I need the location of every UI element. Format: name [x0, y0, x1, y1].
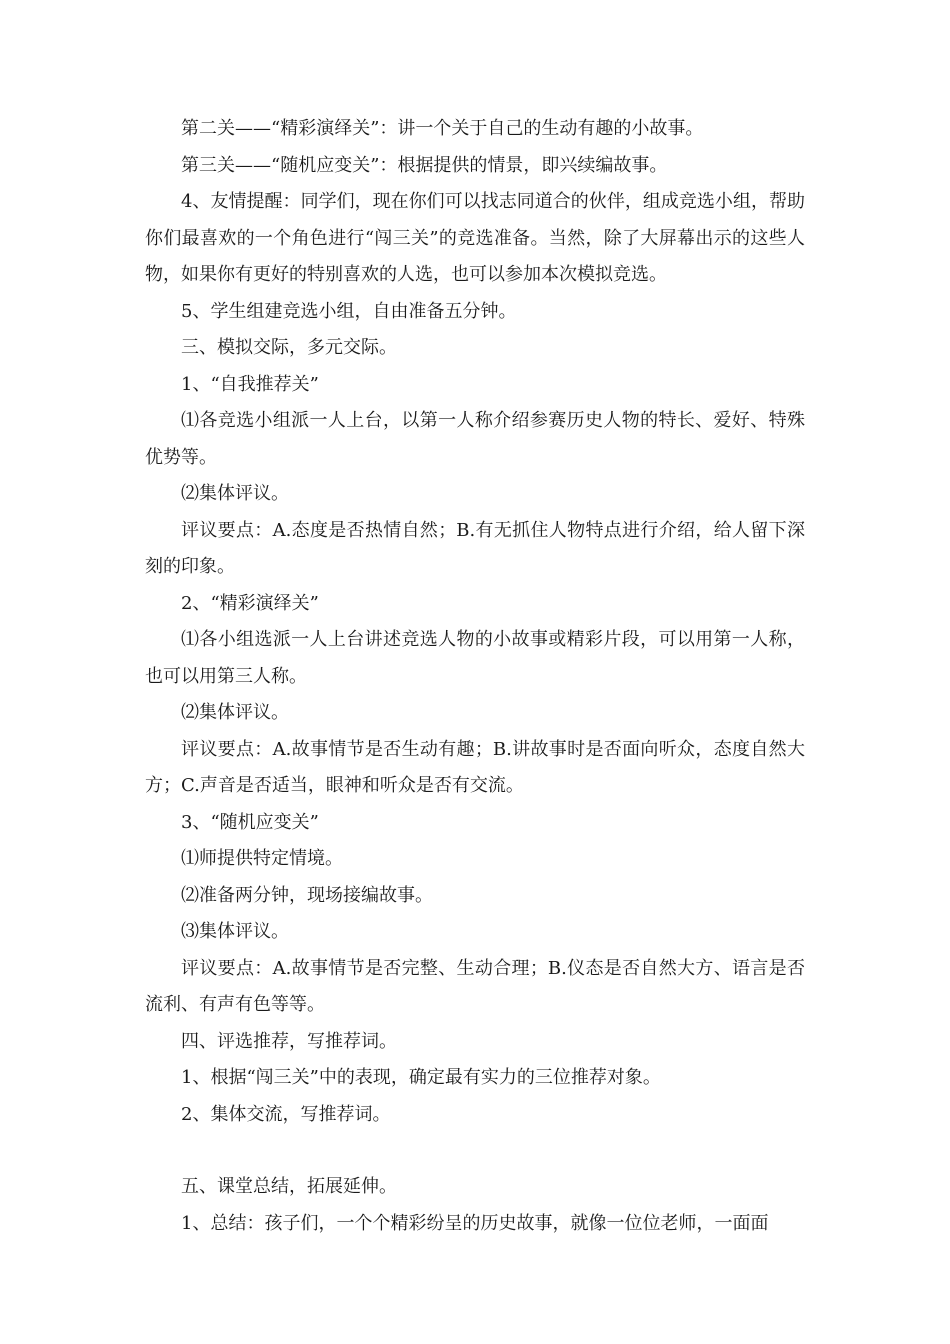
paragraph-reminder: 4、友情提醒：同学们，现在你们可以找志同道合的伙伴，组成竞选小组，帮助你们最喜欢的一个角色进行“闯三关”的竞选准备。当然，除了大屏幕出示的这些人物，如果你有更好的特别喜欢的人选，也可以参加本次模拟竞选。: [145, 191, 805, 285]
evaluation-points: 评议要点：A.态度是否热情自然；B.有无抓住人物特点进行介绍，给人留下深刻的印象。: [145, 519, 805, 577]
list-item: 2、集体交流，写推荐词。: [181, 1103, 391, 1125]
section-heading-three: 三、模拟交际，多元交际。: [181, 337, 397, 358]
paragraph-group-prep: 5、学生组建竞选小组，自由准备五分钟。: [181, 300, 517, 322]
section-heading-four: 四、评选推荐，写推荐词。: [181, 1030, 397, 1052]
subheading-self-recommend: 1、“自我推荐关”: [181, 373, 319, 395]
list-item: ⑵集体评议。: [181, 483, 289, 504]
paragraph-stage-three: 第三关——“随机应变关”：根据提供的情景，即兴续编故事。: [181, 154, 668, 176]
list-item: ⑶集体评议。: [181, 921, 289, 942]
subheading-improvise: 3、“随机应变关”: [181, 811, 319, 833]
document-body: [145, 111, 805, 1242]
section-heading-five: 五、课堂总结，拓展延伸。: [181, 1176, 397, 1197]
list-item: 1、根据“闯三关”中的表现，确定最有实力的三位推荐对象。: [181, 1067, 661, 1088]
list-item: ⑴各竞选小组派一人上台，以第一人称介绍参赛历史人物的特长、爱好、特殊优势等。: [145, 410, 805, 468]
list-item: ⑵准备两分钟，现场接编故事。: [181, 884, 433, 906]
subheading-performance: 2、“精彩演绎关”: [181, 592, 319, 614]
evaluation-points: 评议要点：A.故事情节是否完整、生动合理；B.仪态是否自然大方、语言是否流利、有声有色等等。: [145, 957, 805, 1015]
evaluation-points: 评议要点：A.故事情节是否生动有趣；B.讲故事时是否面向听众，态度自然大方；C.声音是否适当，眼神和听众是否有交流。: [145, 738, 805, 796]
list-item: ⑴各小组选派一人上台讲述竞选人物的小故事或精彩片段，可以用第一人称，也可以用第三人称。: [145, 629, 805, 687]
list-item: ⑵集体评议。: [181, 702, 289, 723]
list-item: ⑴师提供特定情境。: [181, 848, 343, 869]
paragraph-stage-two: 第二关——“精彩演绎关”：讲一个关于自己的生动有趣的小故事。: [181, 118, 704, 139]
paragraph-summary: 1、总结：孩子们，一个个精彩纷呈的历史故事，就像一位位老师，一面面: [181, 1212, 769, 1234]
